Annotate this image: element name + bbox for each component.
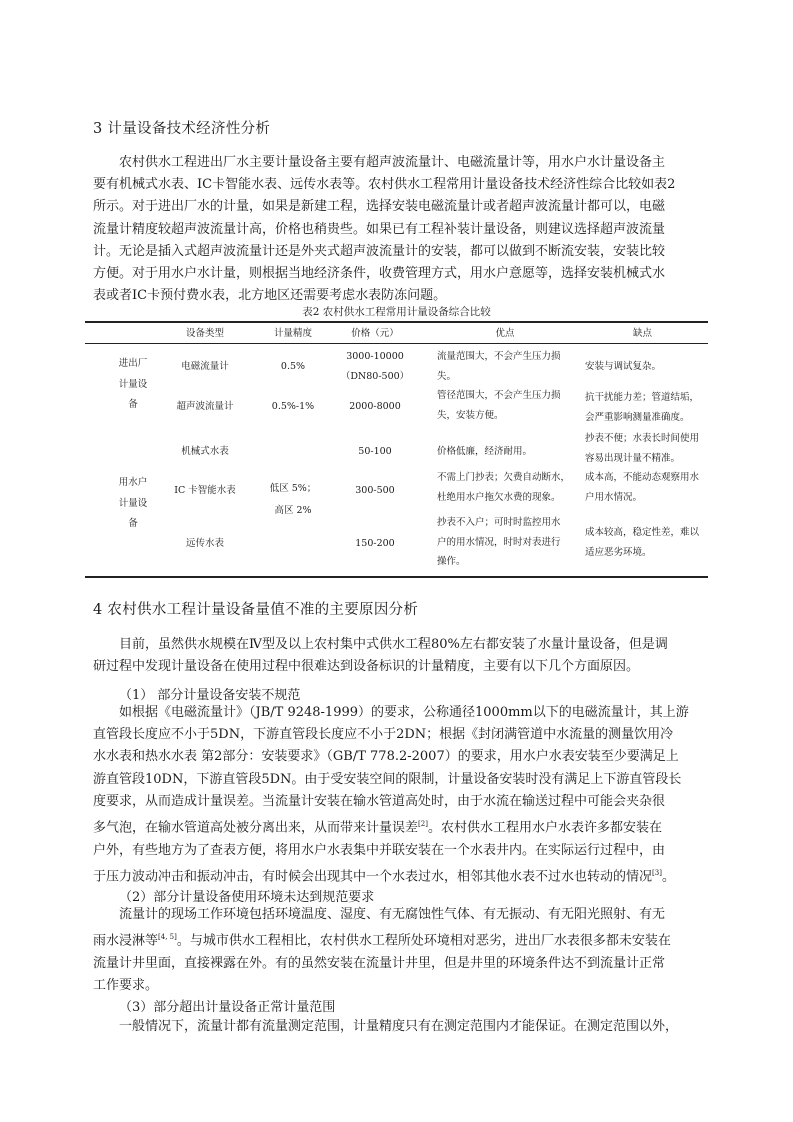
- device-name: IC 卡智能水表: [174, 485, 236, 496]
- group-label-line: 计量设: [118, 497, 148, 509]
- precision-line: 高区 2%: [274, 504, 312, 516]
- header-device-type: 设备类型: [185, 328, 224, 339]
- text-line: 方便。对于用水户水计量，则根据当地经济条件，收费管理方式，用水户意愿等，选择安装机械式水: [93, 266, 666, 282]
- device-price: 50-100: [358, 446, 392, 457]
- table-top-rule: [85, 321, 708, 323]
- text-line: 目前，虽然供水规模在Ⅳ型及以上农村集中式供水工程80%左右都安装了水量计量设备，但是调: [119, 637, 668, 652]
- section-3-paragraph: [93, 152, 711, 307]
- text-line: 流量计的现场工作环境包括环境温度、湿度、有无腐蚀性气体、有无振动、有无阳光照射、有无: [119, 907, 666, 922]
- text-line: 研过程中发现计量设备在使用过程中很难达到设备标识的计量精度，主要有以下几个方面原因。: [93, 659, 640, 675]
- device-pros: [437, 514, 561, 571]
- text-segment: 。与城市供水工程相比，农村供水工程所处环境相对恶劣，进出厂水表很多都未安装在: [176, 933, 671, 949]
- price-line: 3000-10000: [346, 351, 404, 362]
- device-pros: [437, 387, 561, 424]
- text-line: 水水表和热水水表 第2部分：安装要求》（GB/T 778.2-2007）的要求，用水户水表安装至少要满足上: [93, 749, 679, 765]
- header-price: 价格（元）: [351, 328, 399, 339]
- pros-line: 失。: [437, 370, 457, 382]
- cons-line: 成本高，不能动态观察用水: [585, 472, 700, 483]
- subheading-range: （3）部分超出计量设备正常计量范围: [119, 1000, 336, 1015]
- group-label-line: 用水户: [118, 477, 148, 488]
- group-label-line: 进出厂: [118, 358, 148, 369]
- text-line: 游直管段10DN，下游直管段5DN。由于受安装空间的限制，计量设备安装时没有满足上下游直管段长: [93, 771, 682, 787]
- pros-line: 抄表不入户；可时时监控用水: [437, 517, 561, 528]
- device-cons: [585, 524, 699, 561]
- device-precision: 0.5%-1%: [271, 401, 315, 412]
- text-segment: 。农村供水工程用水户水表许多都安装在: [427, 820, 662, 836]
- device-pros: [437, 469, 570, 506]
- device-name: 超声波流量计: [176, 401, 234, 412]
- text-segment: 多气泡，在输水管道高处被分离出来，从而带来计量误差: [93, 820, 419, 836]
- text-line: [93, 862, 711, 889]
- device-cons: [585, 358, 661, 376]
- text-line: 度要求，从而造成计量误差。当流量计安装在输水管道高处时，由于水流在输送过程中可能会夹杂很: [93, 793, 666, 809]
- section-4-heading: 4 农村供水工程计量设备量值不准的主要原因分析: [93, 602, 419, 618]
- text-line: 表或者IC卡预付费水表，北方地区还需要考虑水表防冻问题。: [93, 288, 447, 304]
- pros-line: 失，安装方便。: [437, 409, 504, 421]
- cons-line: 会严重影响测量准确度。: [585, 411, 690, 423]
- text-line: 直管段长度应不小于5DN，下游直管段长度应不小于2DN；根据《封闭满管道中水流量的测量饮用冷: [93, 727, 674, 743]
- pros-line: 不需上门抄表；欠费自动断水，: [437, 472, 571, 483]
- pros-line: 操作。: [437, 556, 466, 567]
- pros-line: 杜绝用水户拖欠水费的现象。: [437, 491, 561, 503]
- cons-line: 抗干扰能力差；管道结垢，: [585, 392, 700, 403]
- precision-line: 低区 5%；: [269, 483, 317, 494]
- text-line: 流量计井里面，直接裸露在外。有的虽然安装在流量计井里，但是井里的环境条件达不到流量计正常: [93, 955, 666, 971]
- subheading-environment: （2）部分计量设备使用环境未达到规范要求: [119, 890, 375, 905]
- section-4-intro: [93, 634, 711, 678]
- text-line: 要有机械式水表、IC卡智能水表、远传水表等。农村供水工程常用计量设备技术经济性综合比较如表2: [93, 177, 676, 193]
- group-label-line: 计量设: [118, 378, 148, 390]
- device-cons: [585, 430, 699, 467]
- cons-line: 容易出现计量不精准。: [585, 452, 681, 464]
- device-price: [325, 348, 425, 385]
- table-bottom-rule: [85, 576, 708, 578]
- price-line: （DN80-500）: [340, 370, 410, 382]
- device-price: 300-500: [355, 485, 395, 496]
- table-header-rule: [85, 343, 708, 344]
- cons-line: 户用水情况。: [585, 491, 643, 503]
- table-caption: 表2 农村供水工程常用计量设备综合比较: [302, 306, 491, 318]
- group-label-line: 备: [128, 399, 138, 410]
- cons-line: 成本较高，稳定性差，难以: [585, 527, 700, 538]
- device-pros: [437, 348, 561, 385]
- pros-line: 户的用水情况，时时对表进行: [437, 536, 561, 548]
- citation-ref: [4, 5]: [158, 933, 177, 942]
- text-segment: 于压力波动冲击和振动冲击，有时候会出现其中一个水表过水，相邻其他水表不过水也转动的情况: [93, 869, 653, 885]
- device-name: 远传水表: [185, 538, 224, 549]
- cons-line: 安装与调试复杂。: [585, 361, 662, 372]
- device-precision: [258, 480, 328, 519]
- pros-line: 管径范围大，不会产生压力损: [437, 390, 561, 401]
- device-cons: [585, 389, 699, 426]
- text-segment: 雨水浸淋等: [93, 933, 159, 949]
- cons-line: 适应恶劣环境。: [585, 546, 652, 558]
- citation-ref: [2]: [418, 820, 428, 829]
- text-line: [93, 926, 711, 953]
- pros-line: 流量范围大，不会产生压力损: [437, 351, 561, 362]
- text-line: 流量计精度较超声波流量计高，价格也稍贵些。如果已有工程补装计量设备，则建议选择超声波流量: [93, 221, 666, 237]
- device-name: 电磁流量计: [181, 361, 229, 372]
- text-line: 农村供水工程进出厂水主要计量设备主要有超声波流量计、电磁流量计等，用水户水计量设备主: [119, 155, 666, 170]
- range-paragraph: [93, 1016, 711, 1038]
- text-line: 一般情况下，流量计都有流量测定范围，计量精度只有在测定范围内才能保证。在测定范围以外，: [119, 1019, 679, 1034]
- text-line: 户外，有些地方为了查表方便，将用水户水表集中并联安装在一个水表井内。在实际运行过程中，由: [93, 842, 666, 858]
- text-segment: 。: [661, 869, 675, 885]
- device-pros: 价格低廉，经济耐用。: [437, 446, 533, 457]
- device-precision: 0.5%: [280, 361, 306, 372]
- text-line: 如根据《电磁流量计》（JB/T 9248-1999）的要求，公称通径1000mm以下的电磁流量计，其上游: [119, 705, 689, 720]
- device-name: 机械式水表: [181, 446, 229, 457]
- cons-line: 抄表不便；水表长时间使用: [585, 433, 700, 444]
- text-line: 工作要求。: [93, 977, 159, 993]
- header-cons: 缺点: [632, 328, 652, 339]
- citation-ref: [3]: [652, 868, 662, 877]
- device-cons: [585, 469, 699, 506]
- environment-paragraph: [93, 904, 711, 997]
- text-line: 所示。对于进出厂水的计量，如果是新建工程，选择安装电磁流量计或者超声波流量计都可以，电磁: [93, 199, 666, 215]
- header-precision: 计量精度: [273, 328, 312, 339]
- section-3-heading: 3 计量设备技术经济性分析: [93, 121, 271, 137]
- subheading-installation: （1） 部分计量设备安装不规范: [119, 688, 301, 703]
- device-price: 2000-8000: [349, 401, 401, 412]
- header-pros: 优点: [495, 328, 515, 339]
- group-label-line: 备: [128, 518, 138, 529]
- installation-paragraph: [93, 702, 711, 888]
- text-line: 计。无论是插入式超声波流量计还是外夹式超声波流量计的安装，都可以做到不断流安装，安装比较: [93, 243, 666, 259]
- device-price: 150-200: [355, 538, 395, 549]
- text-line: [93, 813, 711, 840]
